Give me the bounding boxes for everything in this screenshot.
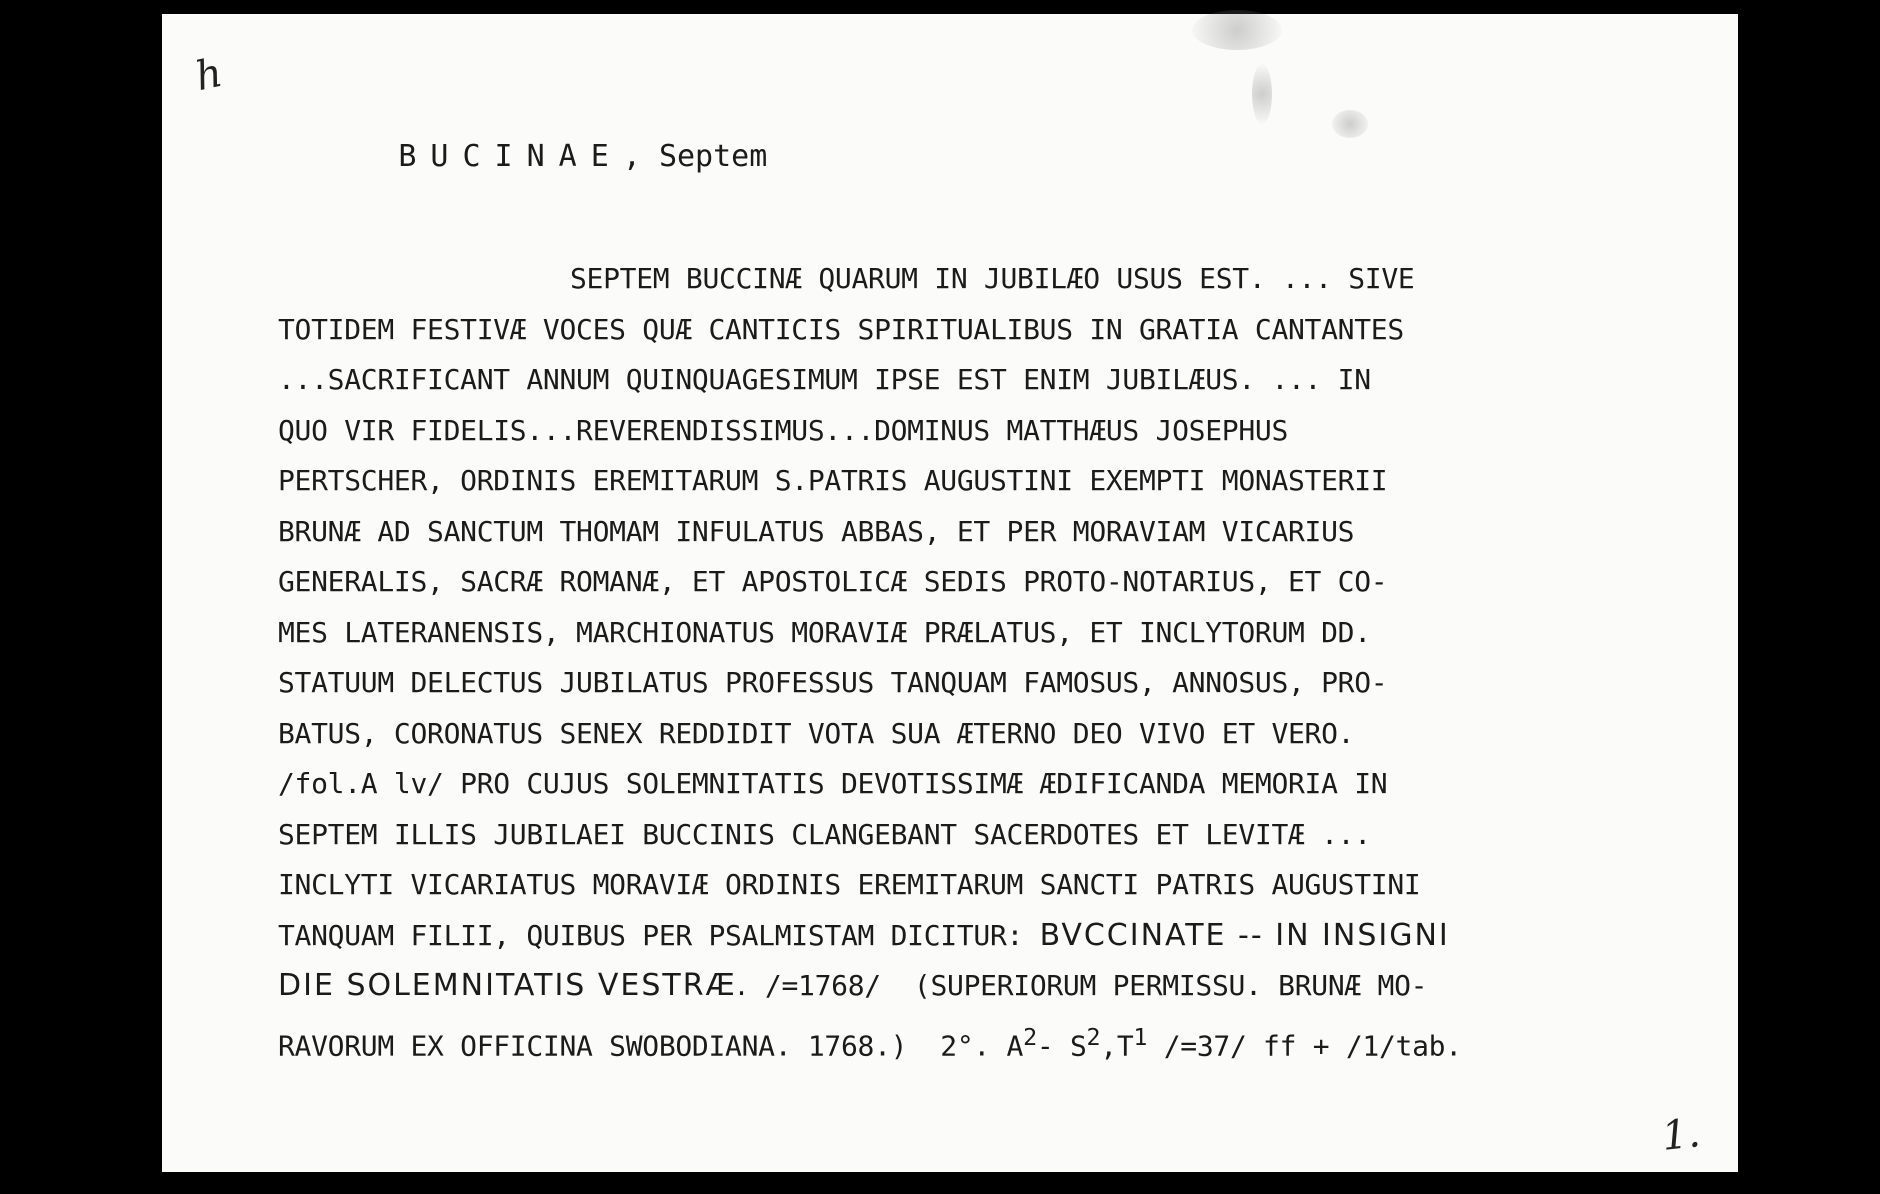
collation-line xyxy=(278,1012,1718,1063)
collation-text: RAVORUM EX OFFICINA SWOBODIANA. 1768.) 2°. A xyxy=(278,1028,1024,1062)
catalog-card xyxy=(162,14,1738,1172)
entry-line: TOTIDEM FESTIVÆ VOCES QUÆ CANTICIS SPIRITUALIBUS IN GRATIA CANTANTES xyxy=(278,312,1404,346)
heading-subtitle: Septem xyxy=(658,139,768,174)
heading-keyword: BUCINAE xyxy=(398,139,623,174)
entry-text xyxy=(278,254,1718,1062)
entry-line: GENERALIS, SACRÆ ROMANÆ, ET APOSTOLICÆ SEDIS PROTO-NOTARIUS, ET CO- xyxy=(278,565,1388,598)
superscript: 2 xyxy=(1023,1022,1037,1051)
handwritten-mark-bottom: 1. xyxy=(1659,1110,1703,1160)
ink-smudge xyxy=(1252,64,1272,124)
card-heading xyxy=(290,104,767,209)
entry-line: MES LATERANENSIS, MARCHIONATUS MORAVIÆ PRÆLATUS, ET INCLYTORUM DD. xyxy=(278,615,1371,649)
ink-smudge xyxy=(1192,10,1282,50)
handwritten-mark-top: h xyxy=(191,49,227,101)
handwritten-text: BVCCINATE -- IN INSIGNI xyxy=(1039,917,1450,953)
entry-line: QUO VIR FIDELIS...REVERENDISSIMUS...DOMINUS MATTHÆUS JOSEPHUS xyxy=(278,413,1289,447)
entry-line: BRUNÆ AD SANCTUM THOMAM INFULATUS ABBAS, ET PER MORAVIAM VICARIUS xyxy=(278,514,1355,548)
entry-line: ...SACRIFICANT ANNUM QUINQUAGESIMUM IPSE EST ENIM JUBILÆUS. ... IN xyxy=(278,363,1371,396)
heading-separator: , xyxy=(622,139,641,174)
typed-text: /=1768/ (SUPERIORUM PERMISSU. BRUNÆ MO- xyxy=(748,969,1428,1002)
entry-line: STATUUM DELECTUS JUBILATUS PROFESSUS TANQUAM FAMOSUS, ANNOSUS, PRO- xyxy=(278,666,1388,699)
collation-text: - S xyxy=(1036,1028,1087,1062)
entry-line: SEPTEM ILLIS JUBILAEI BUCCINIS CLANGEBANT SACERDOTES ET LEVITÆ ... xyxy=(278,817,1371,851)
superscript: 2 xyxy=(1086,1022,1101,1051)
entry-line: PERTSCHER, ORDINIS EREMITARUM S.PATRIS AUGUSTINI EXEMPTI MONASTERII xyxy=(278,464,1388,497)
entry-line: /fol.A lv/ PRO CUJUS SOLEMNITATIS DEVOTISSIMÆ ÆDIFICANDA MEMORIA IN xyxy=(278,767,1388,800)
handwritten-text: DIE SOLEMNITATIS VESTRÆ. xyxy=(278,968,749,1003)
entry-line: INCLYTI VICARIATUS MORAVIÆ ORDINIS EREMITARUM SANCTI PATRIS AUGUSTINI xyxy=(278,868,1421,901)
entry-line xyxy=(278,961,1718,1012)
typed-text: TANQUAM FILII, QUIBUS PER PSALMISTAM DICITUR: xyxy=(278,918,1040,952)
ink-smudge xyxy=(1332,110,1368,138)
entry-line: SEPTEM BUCCINÆ QUARUM IN JUBILÆO USUS EST. ... SIVE xyxy=(570,262,1415,295)
entry-line xyxy=(278,911,1718,962)
collation-text: ,T xyxy=(1100,1028,1134,1062)
superscript: 1 xyxy=(1133,1022,1148,1051)
collation-text: /=37/ ff + /1/tab. xyxy=(1147,1028,1462,1062)
entry-line: BATUS, CORONATUS SENEX REDDIDIT VOTA SUA ÆTERNO DEO VIVO ET VERO. xyxy=(278,716,1355,750)
